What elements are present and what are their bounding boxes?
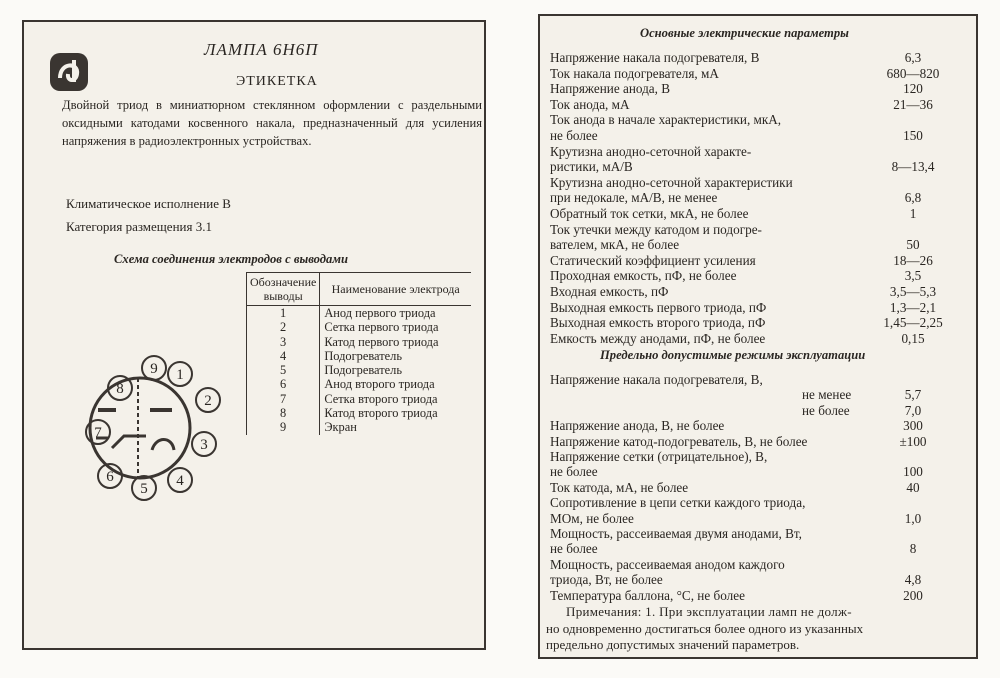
- param-label: не менее: [802, 387, 852, 403]
- param-label: Ток накала подогревателя, мА: [550, 65, 719, 81]
- pin-label: 8: [116, 381, 124, 397]
- param-label: не более: [550, 128, 598, 143]
- electrode-name: Экран: [324, 420, 357, 435]
- electrode-name: Сетка первого триода: [324, 320, 439, 335]
- pin-number: 7: [247, 392, 320, 406]
- table-row: [247, 377, 472, 391]
- table-row: [247, 363, 472, 377]
- pin-label: 5: [140, 481, 148, 497]
- pin-label: 4: [176, 473, 184, 489]
- param-value: 21—36: [893, 96, 933, 112]
- param-label: не более: [550, 464, 598, 480]
- note-line-2: но одновременно достигаться более одного из указанных: [546, 621, 864, 636]
- pin-label: 6: [106, 469, 114, 485]
- electrode-name: Катод первого триода: [324, 334, 439, 349]
- param-value: ±100: [899, 433, 927, 449]
- pin-table: [246, 272, 471, 435]
- param-label: Ток катода, мА, не более: [550, 479, 689, 495]
- electrode-name: Катод второго триода: [324, 406, 438, 421]
- param-label: ристики, мА/В: [550, 159, 633, 175]
- table-row: [247, 420, 472, 434]
- param-label: не более: [802, 402, 850, 418]
- note-line-1: Примечания: 1. При эксплуатации ламп не долж-: [566, 604, 852, 619]
- param-value: 8: [909, 541, 917, 557]
- table-row: [247, 335, 472, 349]
- param-label: Сопротивление в цепи сетки каждого триода,: [550, 495, 806, 511]
- pin-table-header-number: Обозначение выводы: [247, 273, 320, 306]
- param-label: Крутизна анодно-сеточной характе-: [550, 143, 752, 159]
- note-line-3: предельно допустимых значений параметров.: [546, 637, 800, 652]
- param-value: 100: [903, 464, 923, 480]
- param-label: Выходная емкость первого триода, пФ: [550, 299, 767, 315]
- param-value: 8—13,4: [891, 159, 935, 175]
- electrode-name: Подогреватель: [324, 348, 402, 363]
- pinout-diagram: [54, 340, 234, 518]
- param-label: Температура баллона, °С, не более: [550, 587, 745, 603]
- table-row: [247, 406, 472, 420]
- param-label: Напряжение катод-подогреватель, В, не более: [550, 433, 808, 449]
- pin-number: 1: [247, 306, 320, 321]
- param-label: Напряжение анода, В, не более: [550, 418, 725, 434]
- param-value: 120: [903, 81, 923, 97]
- param-label: Ток утечки между катодом и подогре-: [550, 221, 762, 237]
- pin-number: 3: [247, 335, 320, 349]
- pin-label: 2: [204, 393, 212, 409]
- pin-label: 3: [200, 437, 208, 453]
- electrode-name: Сетка второго триода: [324, 391, 438, 406]
- pin-label: 9: [150, 361, 158, 377]
- param-label: Напряжение накала подогревателя, В: [550, 50, 760, 65]
- param-value: 300: [903, 418, 923, 434]
- param-value: 6,8: [904, 190, 922, 206]
- param-label: Входная емкость, пФ: [550, 284, 669, 299]
- climate-text: Климатическое исполнение В: [66, 196, 231, 211]
- param-value: 5,7: [904, 387, 922, 403]
- param-label: Ток анода, мА: [550, 96, 630, 112]
- table-row: [247, 306, 472, 321]
- pin-table-header-name: Наименование электрода: [331, 282, 460, 296]
- param-value: 3,5—5,3: [889, 284, 937, 299]
- pin-label: 7: [94, 425, 102, 441]
- param-value: 50: [906, 237, 920, 253]
- param-label: Мощность, рассеиваемая двумя анодами, Вт,: [550, 526, 802, 541]
- param-value: 150: [903, 128, 923, 143]
- pin-section-heading: Схема соединения электродов с выводами: [114, 252, 348, 266]
- param-value: 18—26: [893, 252, 933, 268]
- param-value: 6,3: [904, 50, 922, 65]
- table-row: [247, 349, 472, 363]
- param-label: при недокале, мА/В, не менее: [550, 190, 718, 206]
- param-label: Выходная емкость второго триода, пФ: [550, 315, 766, 331]
- param-label: Обратный ток сетки, мкА, не более: [550, 206, 749, 221]
- description-text: Двойной триод в миниатюрном стеклянном оформлении с раздельными оксидными катодами косвенного накала, предназначенный для усиления напряжения в радиоэлектронных устройствах.: [62, 98, 482, 148]
- param-label: Проходная емкость, пФ, не более: [550, 268, 737, 284]
- param-value: 0,15: [901, 330, 925, 346]
- pin-label: 1: [176, 367, 184, 383]
- param-value: 1,0: [904, 510, 922, 526]
- page-title: ЛАМПА 6Н6П: [204, 40, 319, 59]
- pin-number: 5: [247, 363, 320, 377]
- param-label: Ток анода в начале характеристики, мкА,: [550, 112, 782, 128]
- param-value: 1,3—2,1: [889, 299, 937, 315]
- limits-heading: Предельно допустимые режимы эксплуатации: [600, 348, 866, 362]
- label-right-page: [538, 14, 978, 659]
- param-label: Напряжение анода, В: [550, 81, 671, 97]
- param-label: не более: [550, 541, 598, 557]
- manufacturer-logo-icon: [49, 52, 89, 92]
- electrode-name: Подогреватель: [324, 363, 402, 378]
- label-left-page: [22, 20, 486, 650]
- pin-number: 4: [247, 349, 320, 363]
- param-value: 7,0: [904, 402, 922, 418]
- pin-number: 8: [247, 406, 320, 420]
- param-label: Крутизна анодно-сеточной характеристики: [550, 174, 793, 190]
- param-label: вателем, мкА, не более: [550, 237, 680, 253]
- param-value: 200: [903, 587, 923, 603]
- param-value: 3,5: [904, 268, 922, 284]
- electrode-name: Анод первого триода: [324, 306, 436, 320]
- param-label: Емкость между анодами, пФ, не более: [550, 330, 766, 346]
- param-value: 680—820: [886, 65, 940, 81]
- table-row: [247, 392, 472, 406]
- table-row: [247, 320, 472, 334]
- electrode-name: Анод второго триода: [324, 377, 435, 392]
- param-value: 40: [906, 479, 920, 495]
- param-label: Напряжение накала подогревателя, В,: [550, 372, 763, 387]
- params-heading: Основные электрические параметры: [640, 26, 849, 40]
- param-value: 1,45—2,25: [883, 315, 943, 331]
- pin-number: 6: [247, 377, 320, 391]
- param-label: МОм, не более: [550, 510, 634, 526]
- param-label: Напряжение сетки (отрицательное), В,: [550, 449, 768, 464]
- pin-number: 2: [247, 320, 320, 334]
- param-value: 4,8: [904, 572, 922, 588]
- page-subtitle: ЭТИКЕТКА: [236, 74, 318, 89]
- pin-number: 9: [247, 420, 320, 434]
- param-label: триода, Вт, не более: [550, 572, 663, 588]
- category-text: Категория размещения 3.1: [66, 219, 212, 234]
- param-value: 1: [909, 206, 917, 221]
- param-label: Статический коэффициент усиления: [550, 252, 756, 268]
- param-label: Мощность, рассеиваемая анодом каждого: [550, 556, 785, 572]
